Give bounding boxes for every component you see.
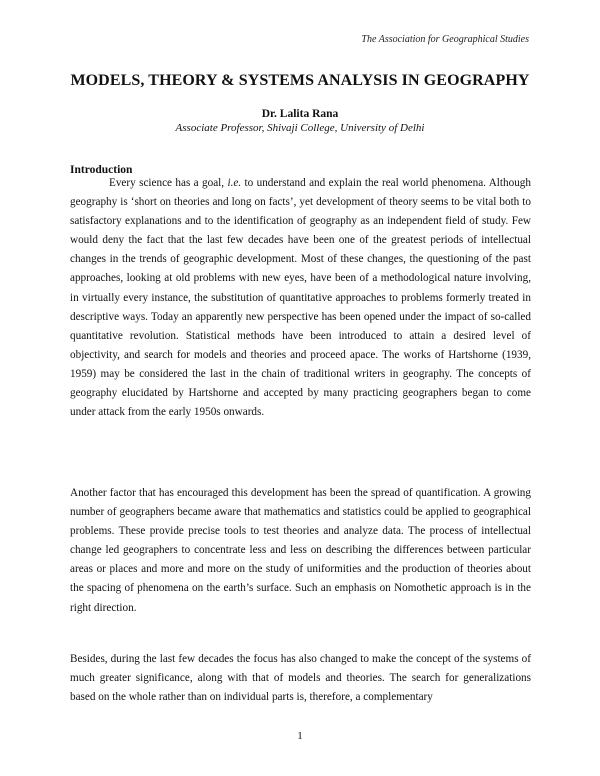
paragraph-1 <box>70 174 531 422</box>
paragraph-1-ie: i.e. <box>227 177 242 189</box>
running-header: The Association for Geographical Studies <box>361 34 529 45</box>
paragraph-3: Besides, during the last few decades the focus has also changed to make the concept of the systems of much greater significance, along with that of models and theories. The search for generalizations based on the whole rather than on individual parts is, therefore, a complementary <box>70 653 531 704</box>
page-number: 1 <box>297 730 303 742</box>
paper-title: MODELS, THEORY & SYSTEMS ANALYSIS IN GEOGRAPHY <box>70 72 530 89</box>
author-name: Dr. Lalita Rana <box>261 108 339 120</box>
paragraph-2: Another factor that has encouraged this development has been the spread of quantification. A growing number of geographers became aware that mathematics and statistics could be applied to geographical problems. These provide precise tools to test theories and analyze data. The process of intellectual change led geographers to concentrate less and less on describing the differences between particular areas or places and more and more on the study of uniformities and the production of theories about the spacing of phenomena on the earth’s surface. Such an emphasis on Nomothetic approach is in the right direction. <box>70 487 531 614</box>
paragraph-1-rest: to understand and explain the real world phenomena. Although geography is ‘short on theories and long on facts’, yet development of theory seems to be vital both to satisfactory explanations and to the identification of geography as an independent field of study. Few would deny the fact that the last few decades have been one of the greatest periods of intellectual changes in the trends of geographic development. Most of these changes, the questioning of the past approaches, looking at old problems with new eyes, have been of a methodological nature involving, in virtually every instance, the substitution of quantitative approaches to problems formerly treated in descriptive ways. Today an apparently new perspective has been opened under the impact of so-called quantitative revolution. Statistical methods have been introduced to attain a desired level of objectivity, and search for models and theories and proceed apace. The works of Hartshorne (1939, 1959) may be considered the last in the chain of traditional writers in geography. The concepts of geography elucidated by Hartshorne and accepted by many practicing geographers began to come under attack from the early 1950s onwards. <box>70 177 531 419</box>
author-affiliation: Associate Professor, Shivaji College, University of Delhi <box>175 122 425 134</box>
paragraph-1-start: Every science has a goal, <box>109 177 228 189</box>
section-heading: Introduction <box>70 164 133 176</box>
